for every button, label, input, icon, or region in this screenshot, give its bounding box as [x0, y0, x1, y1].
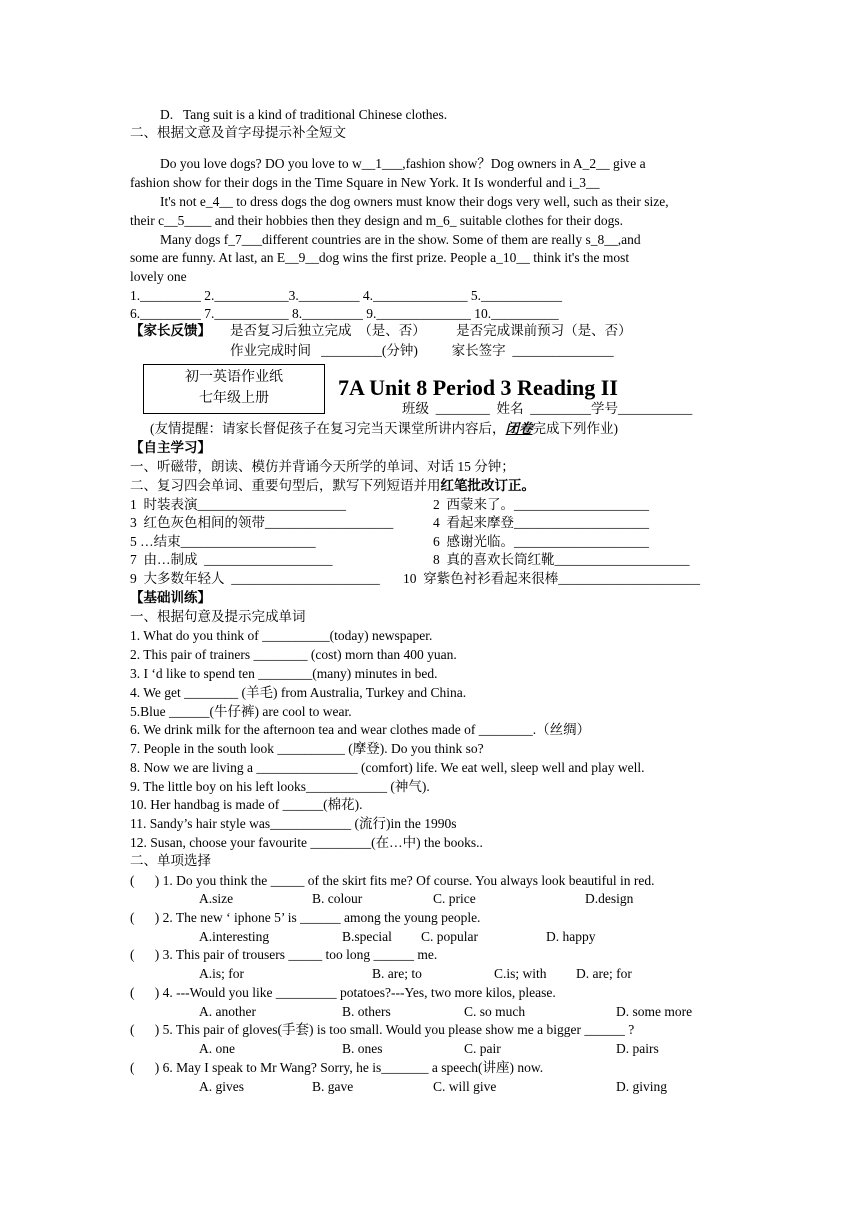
passage-line: It's not e_4__ to dress dogs the dog owners must know their dogs very well, such as their size, — [160, 194, 669, 209]
mc-option[interactable]: C. so much — [464, 1004, 526, 1019]
answer-row[interactable]: 1._________ 2.___________3._________ 4.______________ 5.____________ — [130, 288, 562, 303]
passage-line: their c__5____ and their hobbies then they design and m_6_ suitable clothes for their dogs. — [130, 213, 624, 228]
mc-option[interactable]: D. are; for — [576, 966, 632, 981]
answer-row[interactable]: 6._________ 7.___________ 8._________ 9.______________ 10.__________ — [130, 306, 559, 321]
mc-option[interactable]: A. one — [199, 1041, 235, 1056]
mc-option[interactable]: C. will give — [433, 1079, 497, 1094]
mc-question[interactable]: ( ) 3. This pair of trousers _____ too long ______ me. — [130, 947, 438, 962]
phrase-item[interactable]: 2 西蒙来了。____________________ — [433, 497, 649, 512]
mc-option[interactable]: B.special — [342, 929, 392, 944]
fill-sentence[interactable]: 3. I ‘d like to spend ten ________(many) minutes in bed. — [130, 666, 438, 681]
student-info[interactable]: 班级 ________ 姓名 _________学号___________ — [402, 401, 693, 416]
reminder — [150, 420, 618, 437]
passage-line: Do you love dogs? DO you love to w__1___,fashion show？Dog owners in A_2__ give a — [160, 156, 646, 171]
phrase-item[interactable]: 1 时装表演______________________ — [130, 497, 346, 512]
mc-option[interactable]: B. ones — [342, 1041, 383, 1056]
reminder-text: (友情提醒：请家长督促孩子在复习完当天课堂所讲内容后， — [150, 421, 506, 436]
fill-sentence[interactable]: 8. Now we are living a _______________ (comfort) life. We eat well, sleep well and play well. — [130, 760, 645, 775]
phrase-item[interactable]: 8 真的喜欢长筒红靴____________________ — [433, 552, 690, 567]
self-study-item2-bold: 红笔批改订正。 — [440, 478, 535, 493]
reminder-emphasis: 闭卷 — [505, 421, 533, 436]
mc-option[interactable]: A.size — [199, 891, 234, 906]
feedback-line2: 作业完成时间 _________(分钟) 家长签字 _______________ — [230, 343, 614, 358]
phrase-item[interactable]: 3 红色灰色相间的领带___________________ — [130, 515, 394, 530]
passage-line: fashion show for their dogs in the Time Square in New York. It Is wonderful and i_3__ — [130, 175, 600, 190]
phrase-item[interactable]: 9 大多数年轻人 ______________________ — [130, 571, 380, 586]
mc-option[interactable]: C. pair — [464, 1041, 501, 1056]
fill-sentence[interactable]: 11. Sandy’s hair style was____________ (流行)in the 1990s — [130, 816, 457, 831]
fill-sentence[interactable]: 10. Her handbag is made of ______(棉花). — [130, 797, 363, 812]
mc-question[interactable]: ( ) 2. The new ‘ iphone 5’ is ______ among the young people. — [130, 910, 481, 925]
self-study-item2-text: 二、复习四会单词、重要句型后，默写下列短语并用 — [130, 478, 441, 493]
mc-option[interactable]: D. giving — [616, 1079, 668, 1094]
mc-option[interactable]: B. gave — [312, 1079, 354, 1094]
phrase-item[interactable]: 10 穿紫色衬衫看起来很棒_____________________ — [403, 571, 700, 586]
self-study-item: 一、听磁带，朗读、模仿并背诵今天所学的单词、对话 15 分钟； — [130, 459, 515, 474]
fill-sentence[interactable]: 7. People in the south look __________ (摩登). Do you think so? — [130, 741, 484, 756]
mc-option[interactable]: A.is; for — [199, 966, 244, 981]
worksheet-label-line2: 七年级上册 — [199, 391, 269, 406]
basic-section2-heading: 二、单项选择 — [130, 853, 211, 868]
mc-option[interactable]: B. others — [342, 1004, 391, 1019]
fill-sentence[interactable]: 4. We get ________ (羊毛) from Australia, Turkey and China. — [130, 685, 467, 700]
fill-sentence[interactable]: 6. We drink milk for the afternoon tea and wear clothes made of ________.（丝绸） — [130, 722, 591, 737]
mc-option[interactable]: D. pairs — [616, 1041, 659, 1056]
passage-line: lovely one — [130, 269, 187, 284]
phrase-item[interactable]: 6 感谢光临。____________________ — [433, 534, 649, 549]
phrase-item[interactable]: 7 由…制成 ___________________ — [130, 552, 333, 567]
mc-option[interactable]: D. happy — [546, 929, 596, 944]
mc-question[interactable]: ( ) 4. ---Would you like _________ potatoes?---Yes, two more kilos, please. — [130, 985, 556, 1000]
passage-line: some are funny. At last, an E__9__dog wins the first prize. People a_10__ think it's the most — [130, 250, 630, 265]
section2-heading: 二、根据文意及首字母提示补全短文 — [130, 125, 346, 140]
mc-question[interactable]: ( ) 6. May I speak to Mr Wang? Sorry, he is_______ a speech(讲座) now. — [130, 1060, 544, 1075]
fill-sentence[interactable]: 9. The little boy on his left looks____________ (神气). — [130, 779, 430, 794]
fill-sentence[interactable]: 1. What do you think of __________(today) newspaper. — [130, 628, 433, 643]
mc-question[interactable]: ( ) 5. This pair of gloves(手套) is too small. Would you please show me a bigger ______ ? — [130, 1022, 635, 1037]
basic-section1-heading: 一、根据句意及提示完成单词 — [130, 609, 306, 624]
mc-option[interactable]: C. price — [433, 891, 476, 906]
self-study-item — [130, 477, 535, 494]
mc-option[interactable]: C. popular — [421, 929, 478, 944]
self-study-label: 【自主学习】 — [130, 440, 211, 455]
mc-option[interactable]: B. are; to — [372, 966, 422, 981]
fill-sentence[interactable]: 5.Blue ______(牛仔裤) are cool to wear. — [130, 704, 352, 719]
mc-option[interactable]: A.interesting — [199, 929, 270, 944]
mc-question[interactable]: ( ) 1. Do you think the _____ of the skirt fits me? Of course. You always look beautiful in red. — [130, 873, 655, 888]
worksheet-label-line1: 初一英语作业纸 — [185, 370, 283, 385]
mc-option[interactable]: A. another — [199, 1004, 256, 1019]
fill-sentence[interactable]: 2. This pair of trainers ________ (cost) morn than 400 yuan. — [130, 647, 457, 662]
basic-training-label: 【基础训练】 — [130, 590, 211, 605]
mc-option[interactable]: D.design — [585, 891, 634, 906]
passage-line: Many dogs f_7___different countries are in the show. Some of them are really s_8__,and — [160, 232, 641, 247]
mc-option[interactable]: B. colour — [312, 891, 363, 906]
phrase-item[interactable]: 4 看起来摩登____________________ — [433, 515, 649, 530]
reminder-text-end: 完成下列作业) — [532, 421, 618, 436]
phrase-item[interactable]: 5 …结束____________________ — [130, 534, 316, 549]
mc-option[interactable]: D. some more — [616, 1004, 693, 1019]
worksheet-label-box — [143, 364, 325, 414]
page-title: 7A Unit 8 Period 3 Reading II — [338, 375, 618, 400]
fill-sentence[interactable]: 12. Susan, choose your favourite _________(在…中) the books.. — [130, 835, 483, 850]
mc-option[interactable]: C.is; with — [494, 966, 547, 981]
option-d: D. Tang suit is a kind of traditional Chinese clothes. — [160, 107, 448, 122]
feedback-label: 【家长反馈】 — [130, 323, 211, 338]
mc-option[interactable]: A. gives — [199, 1079, 244, 1094]
feedback-line1: 是否复习后独立完成 （是、否） 是否完成课前预习（是、否） — [230, 323, 632, 338]
